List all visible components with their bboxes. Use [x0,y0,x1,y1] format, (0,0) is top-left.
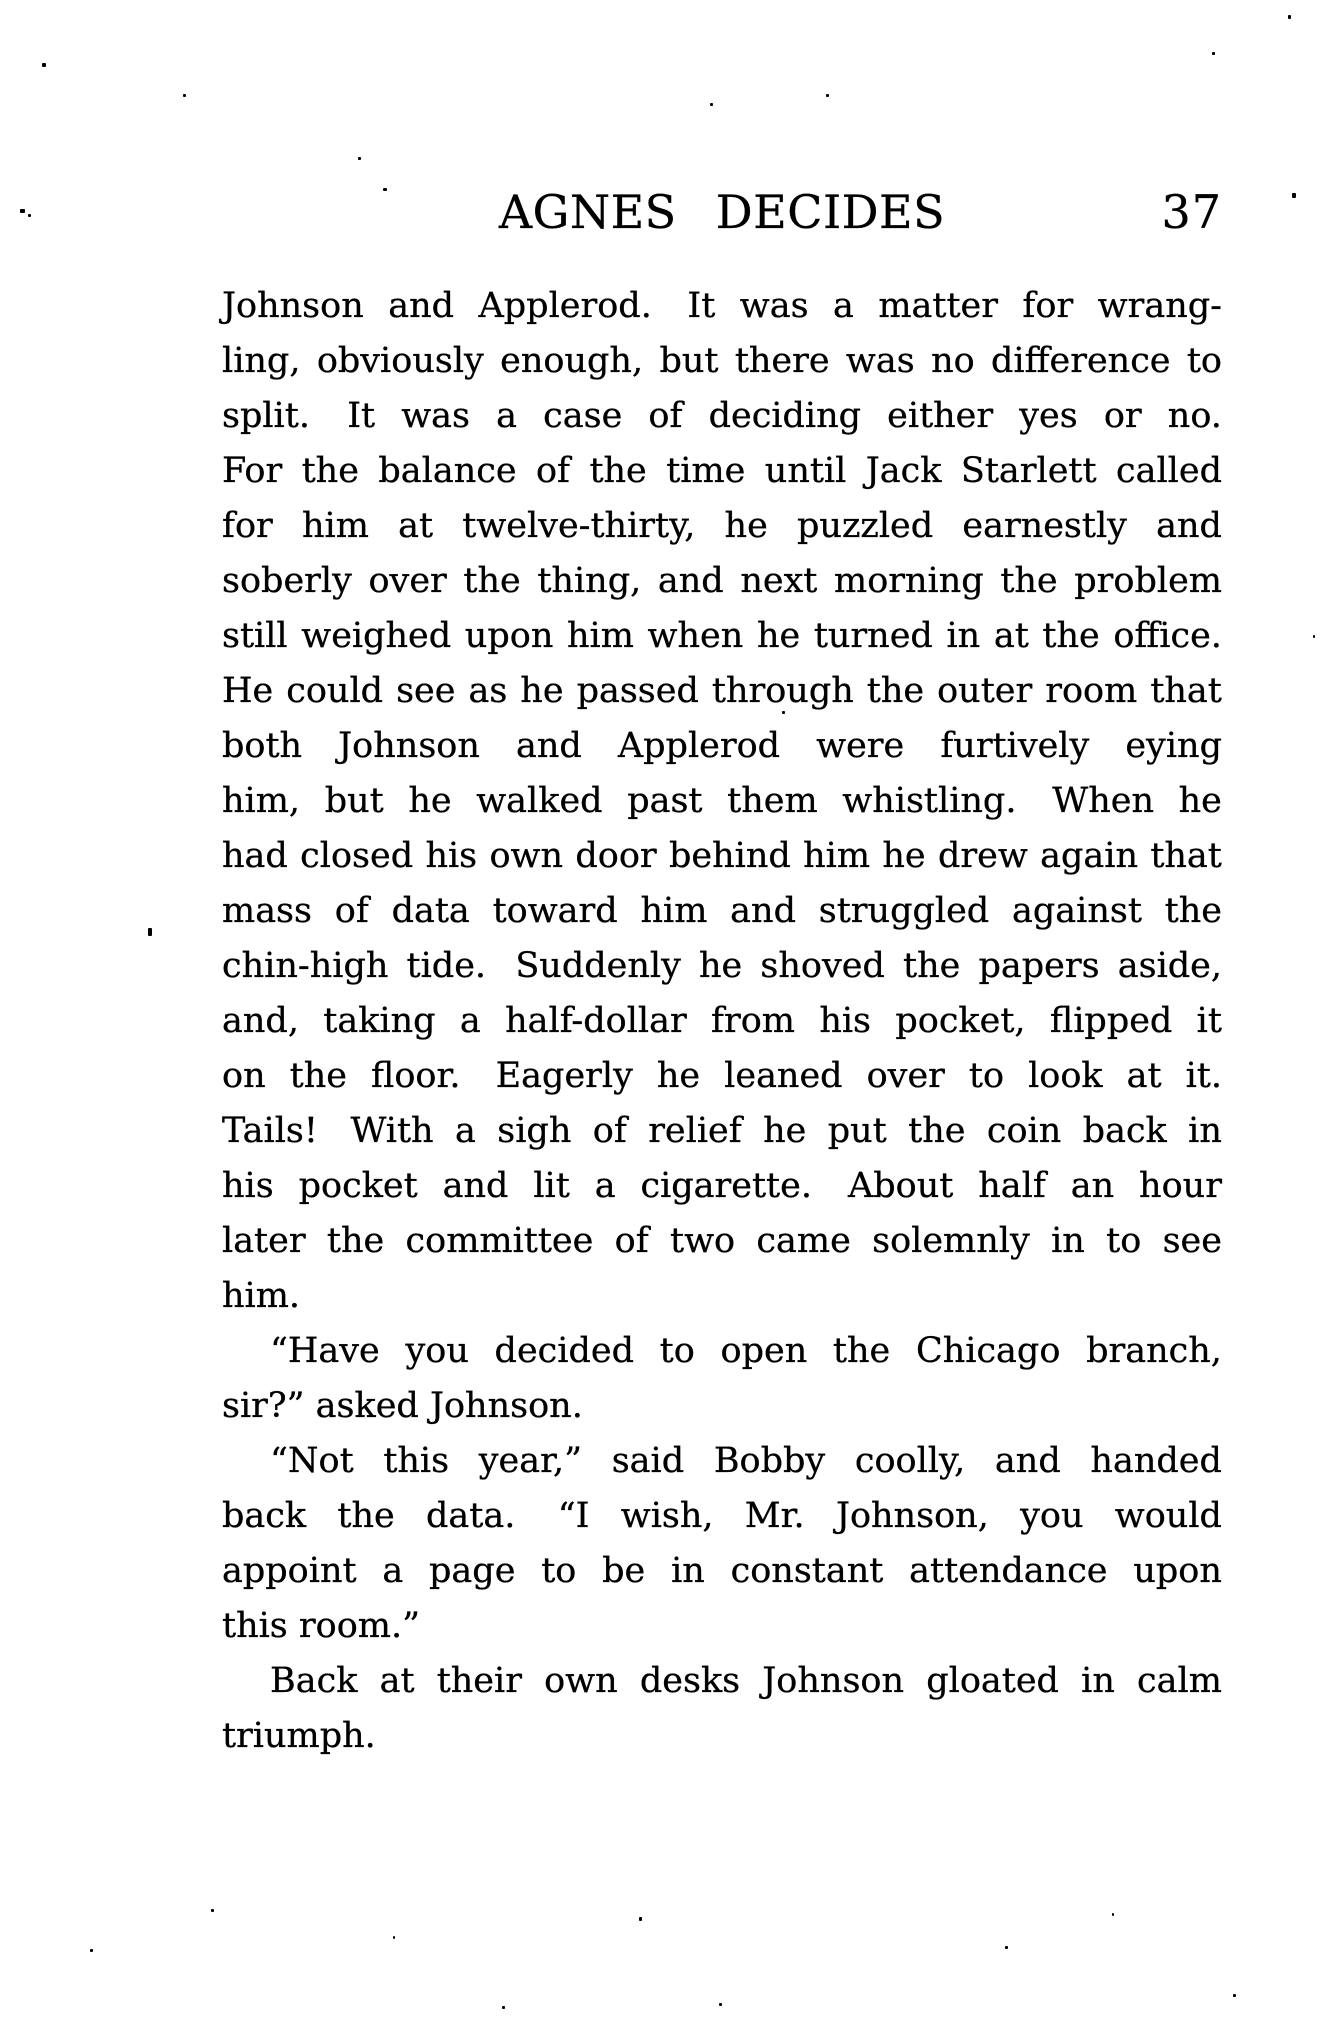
word: against [1011,891,1142,931]
word: aside, [1117,946,1222,986]
word: deciding [708,396,862,436]
word: the [289,1056,347,1096]
word: but [659,341,719,381]
scan-speck [42,63,46,67]
scan-speck [1233,1994,1236,1997]
word: through [711,671,854,711]
scan-speck [719,2003,722,2006]
word: data [391,891,470,931]
word: that [1150,671,1222,711]
word: a [496,396,518,436]
word: he [520,671,564,711]
scan-speck [393,1936,395,1939]
word: no [931,341,975,381]
word: his [425,836,478,876]
word: About [847,1166,954,1206]
word: case [543,396,623,436]
scan-speck [358,157,361,160]
scan-speck [1212,52,1215,55]
word: drew [937,836,1028,876]
word: put [827,1111,887,1151]
word: morning [834,561,984,601]
word: split. [222,396,322,436]
text-line [222,1104,1222,1159]
word: them [727,781,818,821]
scan-speck [502,2006,505,2009]
word: in [671,1551,705,1591]
word: later [222,1221,306,1261]
text-line [222,609,1222,664]
word: of [614,1221,649,1261]
word: It [687,286,716,326]
word: desks [639,1661,741,1701]
word: half-dollar [505,1001,687,1041]
word: data. [425,1496,527,1536]
scan-speck [1313,635,1315,638]
word: door [575,836,657,876]
word: at [398,506,434,546]
word: the [326,1221,385,1261]
word: pocket [298,1166,418,1206]
word: handed [1090,1441,1222,1481]
word: turned [813,616,933,656]
word: open [720,1331,808,1371]
word: Johnson [762,1661,905,1701]
text-line [222,1324,1222,1379]
word: him [803,836,871,876]
word: on [222,1056,266,1096]
word: wish, [620,1496,714,1536]
text-line [222,829,1222,884]
word: twelve-thirty, [462,506,696,546]
text-line [222,774,1222,829]
word: and [657,561,724,601]
word: you [1020,1496,1084,1536]
text-line [222,1489,1222,1544]
word: Johnson, [835,1496,989,1536]
word: this [383,1441,450,1481]
text-line [222,444,1222,499]
word: Johnson [338,726,480,766]
word: He [222,671,274,711]
text-line [222,884,1222,939]
word: leaned [724,1056,843,1096]
word: could [286,671,384,711]
word: problem [1074,561,1222,601]
word: both [222,726,303,766]
word: for [222,506,273,546]
word: whistling. [842,781,1028,821]
word: again [1040,836,1138,876]
word: would [1114,1496,1222,1536]
word: and [442,1166,509,1206]
word: and [730,891,796,931]
scan-speck [148,928,152,936]
word: in [946,616,981,656]
word: the [589,451,647,491]
word: back [222,1496,307,1536]
word: ling, [222,341,301,381]
word: flipped [1049,1001,1173,1041]
word: floor. [370,1056,472,1096]
word: and [1156,506,1222,546]
text-line [222,1049,1222,1104]
text-line [222,994,1222,1049]
word: over [866,1056,945,1096]
word: Bobby [713,1441,826,1481]
word: struggled [818,891,990,931]
word: he [756,616,801,656]
text-line [222,1159,1222,1214]
word: When [1052,781,1154,821]
text-line [222,664,1222,719]
text-line [222,389,1222,444]
text-line [222,334,1222,389]
word: matter [878,286,998,326]
word: or [1103,396,1142,436]
scan-speck [28,214,31,217]
word: he [1178,781,1222,821]
word: Johnson [222,286,364,326]
word: half [978,1166,1046,1206]
word: when [647,616,744,656]
word: Back [270,1661,358,1701]
word: Applerod. [478,286,663,326]
scan-speck [1005,1946,1008,1949]
word: room [1045,671,1138,711]
word: puzzled [797,506,934,546]
text-line [222,1654,1222,1709]
word: the [903,946,961,986]
word: With [350,1111,434,1151]
word: of [648,396,683,436]
word: and [994,1441,1061,1481]
word: calm [1137,1661,1222,1701]
text-line [222,939,1222,994]
text-line [222,1434,1222,1489]
word: the [301,451,359,491]
word: it [1196,1001,1222,1041]
word: in [1081,1661,1115,1701]
page-number: 37 [1161,185,1222,239]
text-line [222,1544,1222,1599]
word: coin [986,1111,1062,1151]
word: he [408,781,452,821]
word: “Not [270,1441,354,1481]
word: a [459,1001,481,1041]
scan-speck [383,188,387,191]
word: to [1186,341,1222,381]
word: balance [378,451,517,491]
word: the [1164,891,1222,931]
word: Mr. [744,1496,805,1536]
word: and [515,726,582,766]
word: relief [648,1111,742,1151]
word: passed [576,671,699,711]
scan-speck [639,1917,642,1921]
word: branch, [1086,1331,1222,1371]
word: until [764,451,847,491]
word: was [401,396,471,436]
scan-speck [183,94,186,97]
word: taking [323,1001,436,1041]
word: he [763,1111,807,1151]
word: were [816,726,905,766]
word: either [887,396,994,436]
word: coolly, [854,1441,966,1481]
word: over [368,561,447,601]
word: enough, [500,341,644,381]
word: Tails! [222,1111,330,1151]
word: obviously [316,341,484,381]
scan-speck [1112,1913,1114,1916]
page-header [222,187,1222,237]
text-line [222,554,1222,609]
word: of [334,891,369,931]
word: of [592,1111,627,1151]
word: walked [476,781,603,821]
word: own [544,1661,618,1701]
word: a [594,1166,616,1206]
scan-speck [90,1949,93,1952]
word: Suddenly [515,946,681,986]
word: to [1106,1221,1142,1261]
word: in [1051,1221,1085,1261]
word: decided [494,1331,634,1371]
word: he [724,506,768,546]
word: Applerod [617,726,781,766]
word: office. [1113,616,1222,656]
scan-speck [782,711,785,714]
text-line: this room.” [222,1606,420,1646]
text-line [222,499,1222,554]
word: was [739,286,809,326]
word: appoint [222,1551,357,1591]
word: “I [557,1496,590,1536]
word: he [699,946,743,986]
word: yes [1019,396,1078,436]
word: him [566,616,634,656]
word: furtively [940,726,1090,766]
word: as [468,671,508,711]
word: mass [222,891,312,931]
word: a [382,1551,404,1591]
word: papers [978,946,1100,986]
word: had [222,836,288,876]
word: pocket, [895,1001,1026,1041]
word: in [1188,1111,1222,1151]
word: he [656,1056,701,1096]
word: constant [730,1551,884,1591]
word: the [463,561,521,601]
word: Chicago [915,1331,1061,1371]
word: Jack [865,451,942,491]
word: the [337,1496,395,1536]
word: a [833,286,854,326]
word: at [1126,1056,1162,1096]
word: an [1070,1166,1115,1206]
text-line: him. [222,1276,301,1316]
word: at [993,616,1029,656]
word: eying [1125,726,1222,766]
word: back [1082,1111,1167,1151]
word: behind [668,836,791,876]
running-header-title: AGNES DECIDES [498,185,946,239]
word: sigh [497,1111,572,1151]
word: outer [937,671,1033,711]
word: see [396,671,456,711]
word: the [832,1331,891,1371]
word: soberly [222,561,352,601]
word: weighed [301,616,452,656]
word: the [908,1111,966,1151]
word: committee [405,1221,594,1261]
word: their [436,1661,522,1701]
scan-speck [710,103,713,106]
text-line [222,719,1222,774]
word: closed [300,836,414,876]
word: “Have [270,1331,380,1371]
word: look [1028,1056,1103,1096]
word: a [455,1111,476,1151]
word: and, [222,1001,299,1041]
word: him [640,891,708,931]
word: earnestly [962,506,1127,546]
word: his [222,1166,274,1206]
word: thing, [537,561,642,601]
word: page [429,1551,516,1591]
word: year,” [478,1441,583,1481]
word: be [602,1551,646,1591]
word: of [535,451,571,491]
word: chin-high [222,946,389,986]
word: two [670,1221,736,1261]
scan-speck [1292,193,1296,198]
word: wrang- [1097,286,1222,326]
word: For [222,451,283,491]
word: cigarette. [640,1166,824,1206]
word: next [740,561,818,601]
word: to [968,1056,1005,1096]
scan-speck [211,1909,214,1912]
word: own [489,836,564,876]
text-line: sir?” asked Johnson. [222,1386,583,1426]
word: there [734,341,830,381]
text-line [222,1214,1222,1269]
word: solemnly [872,1221,1030,1261]
word: from [711,1001,795,1041]
word: that [1150,836,1222,876]
word: the [1042,616,1100,656]
scan-speck [20,209,25,213]
word: toward [492,891,618,931]
word: him, [222,781,301,821]
word: Eagerly [495,1056,633,1096]
word: he [882,836,926,876]
scan-speck [1288,15,1291,19]
word: it. [1185,1056,1222,1096]
word: see [1162,1221,1222,1261]
word: gloated [926,1661,1059,1701]
word: past [627,781,703,821]
text-line: triumph. [222,1716,376,1756]
text-line [222,279,1222,334]
word: called [1116,451,1222,491]
word: his [819,1001,872,1041]
word: time [666,451,746,491]
word: was [845,341,915,381]
word: and [388,286,455,326]
word: attendance [909,1551,1108,1591]
word: said [611,1441,685,1481]
word: to [541,1551,577,1591]
page-text [222,279,1222,1764]
word: you [405,1331,469,1371]
word: came [756,1221,851,1261]
word: him [301,506,369,546]
scan-speck [826,94,829,97]
word: lit [533,1166,570,1206]
word: still [222,616,288,656]
word: hour [1139,1166,1222,1206]
word: no. [1167,396,1222,436]
word: but [324,781,384,821]
word: upon [1133,1551,1222,1591]
word: to [659,1331,695,1371]
word: shoved [760,946,885,986]
word: It [347,396,376,436]
word: Starlett [960,451,1097,491]
word: upon [464,616,554,656]
word: tide. [406,946,498,986]
word: difference [991,341,1171,381]
word: at [379,1661,415,1701]
word: the [866,671,925,711]
word: the [1000,561,1058,601]
word: for [1022,286,1074,326]
